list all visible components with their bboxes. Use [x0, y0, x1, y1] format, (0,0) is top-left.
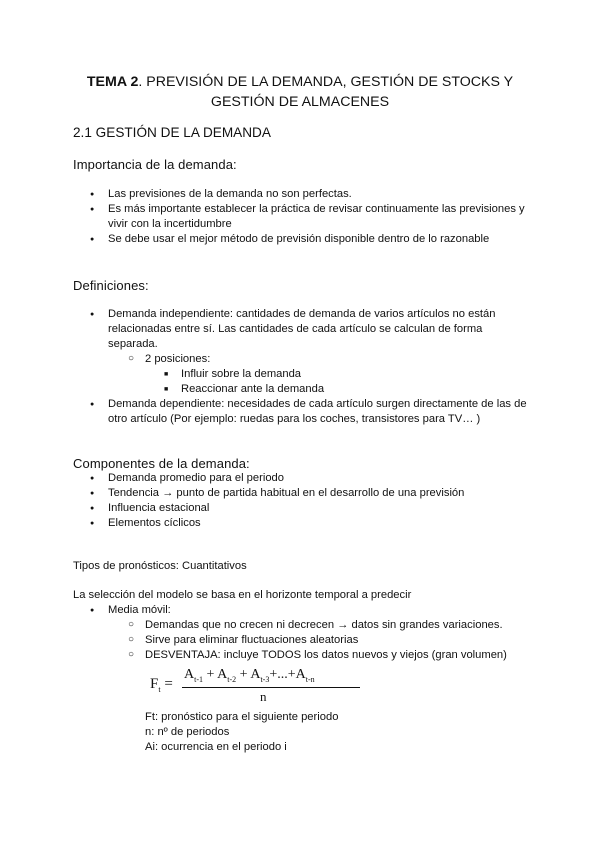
formula-term: A	[295, 667, 306, 682]
formula-lhs	[150, 677, 173, 697]
list-item: ■ Influir sobre la demanda	[73, 367, 527, 382]
list-item: ○ DESVENTAJA: incluye TODOS los datos nuevos y viejos (gran volumen)	[73, 648, 507, 663]
list-item: ● Se debe usar el mejor método de previsión disponible dentro de lo razonable	[73, 232, 525, 247]
list-item: ● Media móvil:	[73, 603, 507, 618]
list-item-line: Demanda dependiente: necesidades de cada artículo surgen directamente de las de	[108, 398, 527, 410]
importancia-heading: Importancia de la demanda:	[73, 157, 237, 172]
list-item-line: relacionadas entre sí. Las cantidades de cada artículo se calculan de forma	[108, 323, 483, 335]
formula-denominator: n	[260, 689, 267, 704]
formula-term-sub: t-1	[194, 674, 204, 684]
legend-n: n: nº de periodos	[145, 726, 230, 738]
list-item-line: Demanda independiente: cantidades de demanda de varios artículos no están	[108, 308, 496, 320]
formula-numerator	[184, 667, 315, 687]
list-item-line: otro artículo (Por ejemplo: ruedas para los coches, transistores para TV… )	[108, 413, 481, 425]
formula-lhs-symbol: F	[150, 676, 159, 692]
section-heading: 2.1 GESTIÓN DE LA DEMANDA	[73, 125, 271, 140]
formula-op: +	[239, 667, 248, 682]
list-item: ○ Sirve para eliminar fluctuaciones aleatorias	[73, 633, 507, 648]
list-item: ● Tendencia → punto de partida habitual en el desarrollo de una previsión	[73, 486, 464, 501]
list-item: ○ Demandas que no crecen ni decrecen → datos sin grandes variaciones.	[73, 618, 507, 633]
fraction-bar	[182, 687, 360, 688]
formula-op: +...+	[269, 667, 296, 682]
list-item-line: vivir con la incertidumbre	[108, 218, 232, 230]
componentes-list	[73, 471, 464, 531]
title-bold: TEMA 2	[86, 74, 139, 90]
componentes-heading: Componentes de la demanda:	[73, 456, 250, 471]
tipos-text: Tipos de pronósticos: Cuantitativos	[73, 560, 247, 572]
list-item	[73, 397, 527, 427]
formula-term: A	[184, 667, 195, 682]
list-item: ● Demanda promedio para el periodo	[73, 471, 464, 486]
list-item-line: separada.	[108, 338, 158, 350]
formula-term: A	[217, 667, 228, 682]
list-item: ● Elementos cíclicos	[73, 516, 464, 531]
page-title	[60, 72, 540, 112]
media-list	[73, 603, 507, 663]
legend-ft: Ft: pronóstico para el siguiente periodo	[145, 711, 339, 723]
definiciones-heading: Definiciones:	[73, 278, 149, 293]
formula-eq: =	[164, 676, 173, 692]
title-line2: GESTIÓN DE ALMACENES	[210, 94, 390, 110]
legend-ai: Ai: ocurrencia en el periodo i	[145, 741, 287, 753]
formula-term-sub: t-3	[260, 674, 270, 684]
list-item: ● Influencia estacional	[73, 501, 464, 516]
importancia-list	[73, 187, 525, 247]
formula-term: A	[250, 667, 261, 682]
list-item	[73, 202, 525, 232]
definiciones-list	[73, 307, 527, 427]
list-item: ● Las previsiones de la demanda no son perfectas.	[73, 187, 525, 202]
list-item: ■ Reaccionar ante la demanda	[73, 382, 527, 397]
formula-op: +	[206, 667, 215, 682]
list-item: ○ 2 posiciones:	[73, 352, 527, 367]
list-item-line: Es más importante establecer la práctica de revisar continuamente las previsiones y	[108, 203, 525, 215]
seleccion-text: La selección del modelo se basa en el horizonte temporal a predecir	[73, 589, 412, 601]
formula-term-sub: t-n	[305, 674, 315, 684]
formula-lhs-sub: t	[158, 685, 161, 694]
formula-term-sub: t-2	[227, 674, 237, 684]
list-item	[73, 307, 527, 352]
moving-average-formula	[150, 667, 360, 707]
title-rest: . PREVISIÓN DE LA DEMANDA, GESTIÓN DE STOCKS Y	[138, 74, 514, 90]
